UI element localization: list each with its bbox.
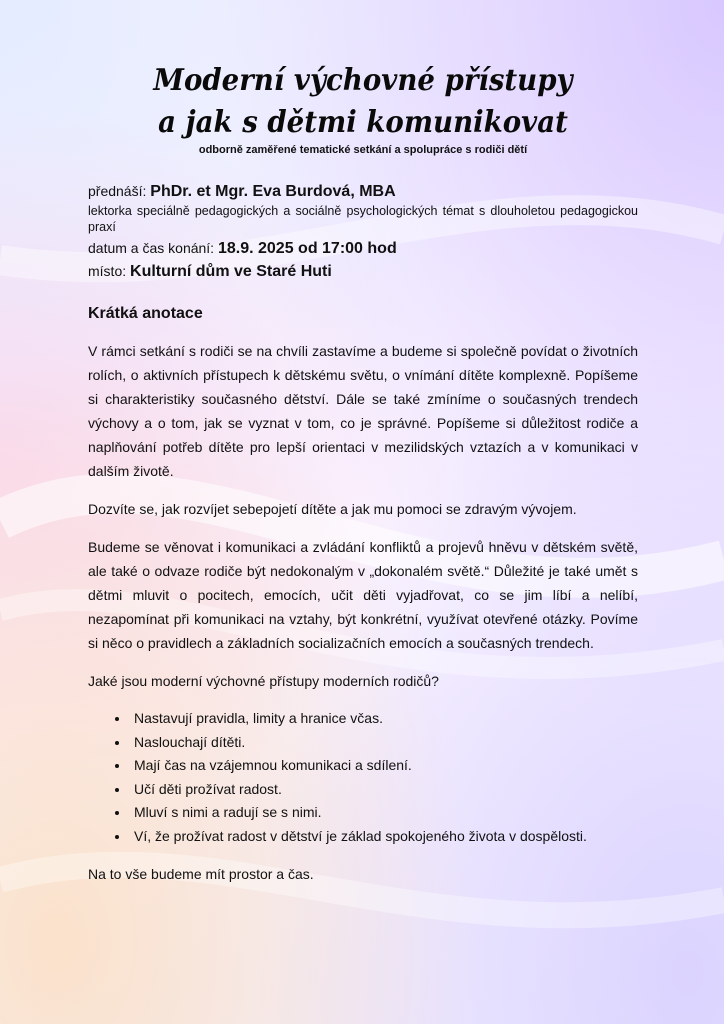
date-value: 18.9. 2025 od 17:00 hod <box>217 240 397 257</box>
annotation-heading: Krátká anotace <box>88 305 203 322</box>
closing-paragraph: Na to vše budeme mít prostor a čas. <box>88 866 314 882</box>
title-line-1: Moderní výchovné přístupy <box>153 63 573 98</box>
paragraph-2: Dozvíte se, jak rozvíjet sebepojetí dítěte a jak mu pomoci se zdravým vývojem. <box>88 501 577 517</box>
lecturer-description: lektorka speciálně pedagogických a sociálně psychologických témat s dlouholetou pedagogickou praxí <box>88 204 638 234</box>
paragraph-1: V rámci setkání s rodiči se na chvíli zastavíme a budeme si společně povídat o životních rolích, o aktivních přístupech k dětskému světu, o vnímání dítěte komplexně. Popíšeme si charakteristiky současného dětství. Dále se také zmíníme o současných trendech výchovy a o tom, jak se vyznat v tom, co je správné. Popíšeme si důležitost rodiče a naplňování potřeb dítěte pro lepší orientaci v mezilidských vztazích a v komunikaci v dalším životě. <box>88 343 638 479</box>
list-item: • Mají čas na vzájemnou komunikaci a sdílení. <box>130 754 638 778</box>
lecturer-name: PhDr. et Mgr. Eva Burdová, MBA <box>150 183 396 200</box>
question-paragraph: Jaké jsou moderní výchovné přístupy moderních rodičů? <box>88 673 439 689</box>
date-row <box>88 237 638 260</box>
list-item: • Učí děti prožívat radost. <box>130 778 638 802</box>
bullet-list <box>88 707 638 848</box>
place-value: Kulturní dům ve Staré Huti <box>130 263 332 280</box>
list-item: • Naslouchají dítěti. <box>130 731 638 755</box>
date-label: datum a čas konání: <box>88 240 215 256</box>
list-item: • Mluví s nimi a radují se s nimi. <box>130 801 638 825</box>
paragraph-3: Budeme se věnovat i komunikaci a zvládání konfliktů a projevů hněvu v dětském světě, ale také o odvaze rodiče být nedokonalým v „dokonalém světě.“ Důležité je také umět s dětmi mluvit o pocitech, emocích, učit děti vyjadřovat, co se jim líbí a nelíbí, nezapomínat při komunikaci na vztahy, být konkrétní, využívat otevřené otázky. Povíme si něco o pravidlech a základních socializačních emocích a současných trendech. <box>88 539 638 651</box>
subtitle: odborně zaměřené tematické setkání a spolupráce s rodiči dětí <box>198 144 528 156</box>
flyer <box>88 60 638 900</box>
place-label: místo: <box>88 263 127 279</box>
list-item: • Nastavují pravidla, limity a hranice včas. <box>130 707 638 731</box>
title-line-2: a jak s dětmi komunikovat <box>158 105 568 140</box>
list-item: • Ví, že prožívat radost v dětství je základ spokojeného života v dospělosti. <box>130 825 638 849</box>
place-row <box>88 260 638 283</box>
lecturer-label: přednáší: <box>88 183 147 199</box>
lecturer-row <box>88 180 638 203</box>
